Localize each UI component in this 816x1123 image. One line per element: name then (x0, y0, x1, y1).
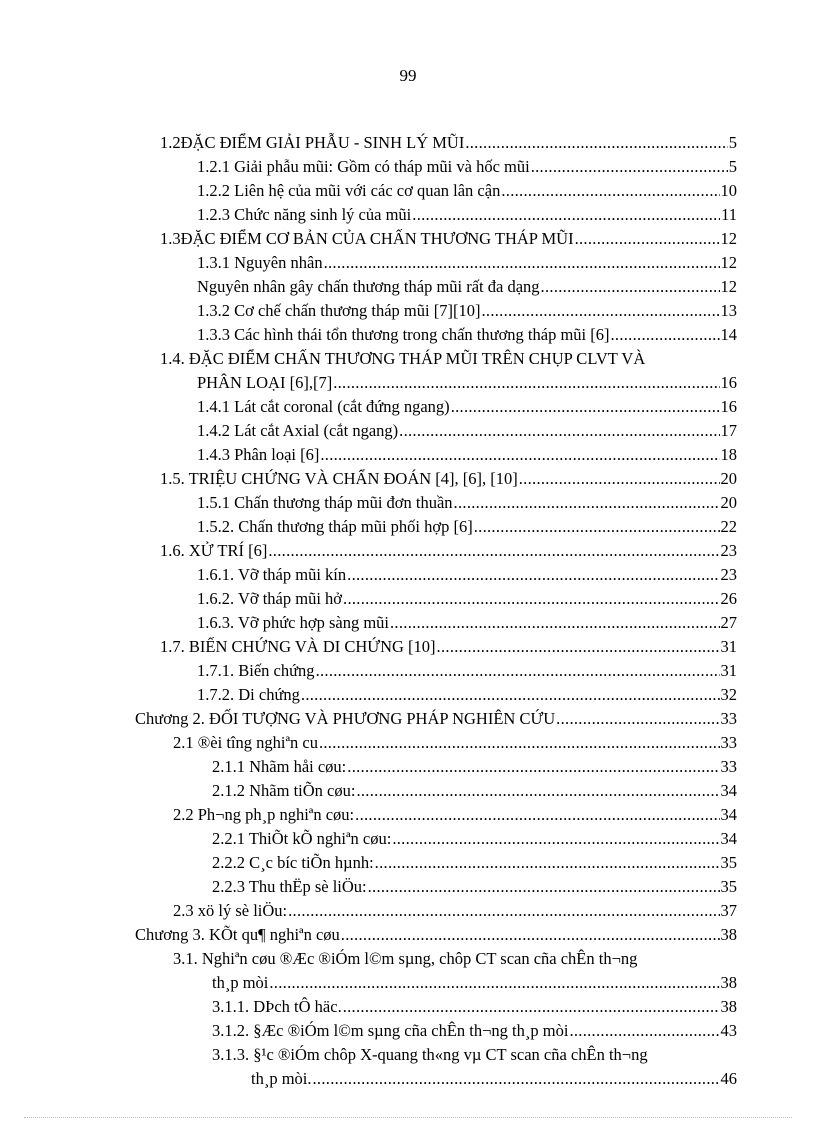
toc-entry-page: 34 (720, 805, 737, 824)
toc-entry-label: Nguyên nhân gây chấn thương tháp mũi rất đa dạng (197, 277, 540, 296)
toc-entry-label: 1.6. XỬ TRÍ [6] (160, 541, 268, 560)
toc-entry-page: 38 (720, 997, 737, 1016)
toc-entry-label: 3.1.1. DÞch tÔ häc. (212, 997, 342, 1016)
toc-entry-label: 2.1.1 Nhãm håi cøu: (212, 757, 347, 776)
toc-entry-label: 1.5.2. Chấn thương tháp mũi phối hợp [6] (197, 517, 473, 536)
toc-entry (197, 180, 737, 202)
toc-entry-page: 23 (720, 565, 737, 584)
toc-entry-page: 10 (720, 181, 737, 200)
page-number: 99 (399, 66, 417, 85)
toc-entry-page: 32 (720, 685, 737, 704)
toc-entry-page: 33 (720, 733, 737, 752)
toc-entry-label: 2.3 xö lý sè liÖu: (173, 901, 288, 920)
toc-dot-leader (269, 972, 719, 994)
toc-entry-label: 1.3.2 Cơ chế chấn thương tháp mũi [7][10] (197, 301, 481, 320)
toc-entry (173, 732, 737, 754)
toc-entry-page: 46 (720, 1069, 737, 1088)
toc-entry (197, 372, 737, 394)
toc-dot-leader (288, 900, 719, 922)
toc-entry-page: 35 (720, 853, 737, 872)
toc-entry-label: 1.3.1 Nguyên nhân (197, 253, 323, 272)
toc-entry-page: 17 (720, 421, 737, 440)
toc-entry-page: 22 (720, 517, 737, 536)
toc-entry (173, 900, 737, 922)
toc-dot-leader (399, 420, 719, 442)
toc-entry (135, 708, 737, 730)
toc-dot-leader (301, 684, 720, 706)
toc-dot-leader (343, 588, 719, 610)
toc-entry-label: 1.2ĐẶC ĐIỂM GIẢI PHẪU - SINH LÝ MŨI (160, 133, 465, 152)
toc-dot-leader (531, 156, 728, 178)
toc-entry-page: 34 (720, 829, 737, 848)
toc-dot-leader (320, 444, 719, 466)
toc-entry (197, 324, 737, 346)
toc-dot-leader (368, 876, 720, 898)
toc-entry (197, 564, 737, 586)
toc-entry (251, 1068, 737, 1090)
toc-entry-wrapped-line: 3.1. Nghiªn cøu ®Æc ®iÓm l©m sµng, chôp CT scan cña chÊn th¬ng (173, 949, 638, 968)
toc-entry-page: 31 (720, 637, 737, 656)
toc-entry-page: 16 (720, 373, 737, 392)
toc-dot-leader (347, 756, 719, 778)
toc-entry-label: 1.3ĐẶC ĐIỂM CƠ BẢN CỦA CHẤN THƯƠNG THÁP MŨI (160, 229, 574, 248)
toc-entry-page: 18 (720, 445, 737, 464)
toc-entry-page: 20 (720, 493, 737, 512)
toc-entry-page: 33 (720, 709, 737, 728)
toc-entry-label: 1.6.3. Vỡ phức hợp sàng mũi (197, 613, 389, 632)
toc-entry (212, 852, 737, 874)
toc-entry (212, 756, 737, 778)
toc-entry-label: 1.4.3 Phân loại [6] (197, 445, 320, 464)
toc-entry-page: 38 (720, 973, 737, 992)
toc-entry-label: 1.6.2. Vỡ tháp mũi hở (197, 589, 343, 608)
toc-entry-wrapped-line: 3.1.3. §¹c ®iÓm chôp X-quang th«ng vµ CT scan cña chÊn th¬ng (212, 1045, 648, 1064)
toc-dot-leader (390, 612, 720, 634)
toc-dot-leader (333, 372, 719, 394)
toc-entry-label: 1.7. BIẾN CHỨNG VÀ DI CHỨNG [10] (160, 637, 436, 656)
toc-entry (160, 468, 737, 490)
toc-dot-leader (392, 828, 719, 850)
toc-dot-leader (519, 468, 720, 490)
toc-dot-leader (610, 324, 719, 346)
toc-dot-leader (575, 228, 720, 250)
toc-entry-page: 12 (720, 253, 737, 272)
toc-dot-leader (356, 780, 719, 802)
toc-dot-leader (451, 396, 720, 418)
toc-entry-page: 20 (720, 469, 737, 488)
toc-entry (197, 252, 737, 274)
toc-entry (212, 780, 737, 802)
toc-entry-page: 38 (720, 925, 737, 944)
toc-dot-leader (437, 636, 720, 658)
toc-entry-page: 34 (720, 781, 737, 800)
toc-entry-label: PHÂN LOẠI [6],[7] (197, 373, 333, 392)
toc-entry-label: 1.6.1. Vỡ tháp mũi kín (197, 565, 347, 584)
toc-entry (212, 876, 737, 898)
toc-entry-label: 2.1 ®èi tîng nghiªn cu (173, 733, 318, 752)
toc-entry (197, 588, 737, 610)
toc-dot-leader (541, 276, 720, 298)
toc-dot-leader (465, 132, 727, 154)
toc-entry-page: 5 (728, 133, 737, 152)
toc-entry-page: 35 (720, 877, 737, 896)
toc-entry (197, 420, 737, 442)
toc-entry-page: 31 (720, 661, 737, 680)
toc-entry-label: Chương 3. KÕt qu¶ nghiªn cøu (135, 925, 340, 944)
toc-entry (197, 444, 737, 466)
toc-entry-label: 1.2.2 Liên hệ của mũi với các cơ quan lân cận (197, 181, 501, 200)
toc-entry (197, 276, 737, 298)
toc-entry (212, 996, 737, 1018)
toc-entry-page: 11 (721, 205, 737, 224)
toc-entry (212, 1020, 737, 1042)
toc-dot-leader (556, 708, 719, 730)
toc-entry-label: 1.2.1 Giải phẫu mũi: Gồm có tháp mũi và hốc mũi (197, 157, 530, 176)
toc-entry-label: 2.2.1 ThiÕt kÕ nghiªn cøu: (212, 829, 392, 848)
toc-entry (197, 684, 737, 706)
toc-dot-leader (268, 540, 719, 562)
toc-entry-page: 12 (720, 277, 737, 296)
toc-dot-leader (501, 180, 719, 202)
toc-entry-label: 2.1.2 Nhãm tiÕn cøu: (212, 781, 356, 800)
toc-entry-wrapped-line: 1.4. ĐẶC ĐIỂM CHẤN THƯƠNG THÁP MŨI TRÊN CHỤP CLVT VÀ (160, 349, 646, 368)
toc-entry (197, 492, 737, 514)
toc-entry-page: 43 (720, 1021, 737, 1040)
toc-entry (197, 396, 737, 418)
toc-entry (212, 972, 737, 994)
toc-entry-label: 1.4.2 Lát cắt Axial (cắt ngang) (197, 421, 399, 440)
toc-entry (160, 540, 737, 562)
toc-dot-leader (343, 996, 720, 1018)
toc-entry-page: 33 (720, 757, 737, 776)
toc-entry-page: 14 (720, 325, 737, 344)
toc-dot-leader (324, 252, 720, 274)
toc-entry-page: 27 (720, 613, 737, 632)
toc-entry-label: 1.2.3 Chức năng sinh lý của mũi (197, 205, 412, 224)
toc-dot-leader (481, 300, 719, 322)
page-bottom-dotted-border (24, 1117, 792, 1118)
toc-entry (197, 204, 737, 226)
toc-dot-leader (569, 1020, 719, 1042)
toc-entry (212, 828, 737, 850)
toc-entry-label: 1.4.1 Lát cắt coronal (cắt đứng ngang) (197, 397, 450, 416)
toc-entry-page: 13 (720, 301, 737, 320)
toc-entry-label: 2.2 Ph¬ng ph¸p nghiªn cøu: (173, 805, 355, 824)
toc-entry-page: 12 (720, 229, 737, 248)
toc-entry (197, 612, 737, 634)
toc-dot-leader (474, 516, 720, 538)
toc-entry (160, 228, 737, 250)
toc-entry-label: 3.1.2. §Æc ®iÓm l©m sµng cña chÊn th¬ng th¸p mòi (212, 1021, 569, 1040)
toc-dot-leader (375, 852, 720, 874)
toc-entry (197, 516, 737, 538)
toc-dot-leader (319, 732, 720, 754)
toc-entry (135, 924, 737, 946)
toc-entry (197, 300, 737, 322)
toc-dot-leader (412, 204, 720, 226)
toc-entry-label: Chương 2. ĐỐI TƯỢNG VÀ PHƯƠNG PHÁP NGHIÊN CỨU (135, 709, 556, 728)
toc-entry-label: 1.7.2. Di chứng (197, 685, 300, 704)
toc-entry-label: 1.5.1 Chấn thương tháp mũi đơn thuần (197, 493, 453, 512)
toc-entry-label: 1.7.1. Biến chứng (197, 661, 315, 680)
toc-entry-page: 37 (720, 901, 737, 920)
toc-dot-leader (347, 564, 719, 586)
toc-entry (197, 156, 737, 178)
toc-entry-label: 1.5. TRIỆU CHỨNG VÀ CHẨN ĐOÁN [4], [6], [10] (160, 469, 518, 488)
toc-dot-leader (313, 1068, 720, 1090)
toc-entry-label: 1.3.3 Các hình thái tổn thương trong chấn thương tháp mũi [6] (197, 325, 610, 344)
toc-dot-leader (454, 492, 720, 514)
toc-entry (160, 132, 737, 154)
toc-dot-leader (341, 924, 720, 946)
toc-entry-page: 16 (720, 397, 737, 416)
toc-entry-label: 2.2.3 Thu thËp sè liÖu: (212, 877, 367, 896)
toc-entry-page: 23 (720, 541, 737, 560)
toc-entry-label: 2.2.2 C¸c bíc tiÕn hµnh: (212, 853, 374, 872)
toc-dot-leader (355, 804, 719, 826)
toc-entry-label: th¸p mòi (212, 973, 269, 992)
toc-dot-leader (316, 660, 720, 682)
toc-entry-page: 5 (728, 157, 737, 176)
toc-entry (173, 804, 737, 826)
toc-entry-label: th¸p mòi. (251, 1069, 312, 1088)
toc-entry (160, 636, 737, 658)
toc-entry-page: 26 (720, 589, 737, 608)
toc-entry (197, 660, 737, 682)
